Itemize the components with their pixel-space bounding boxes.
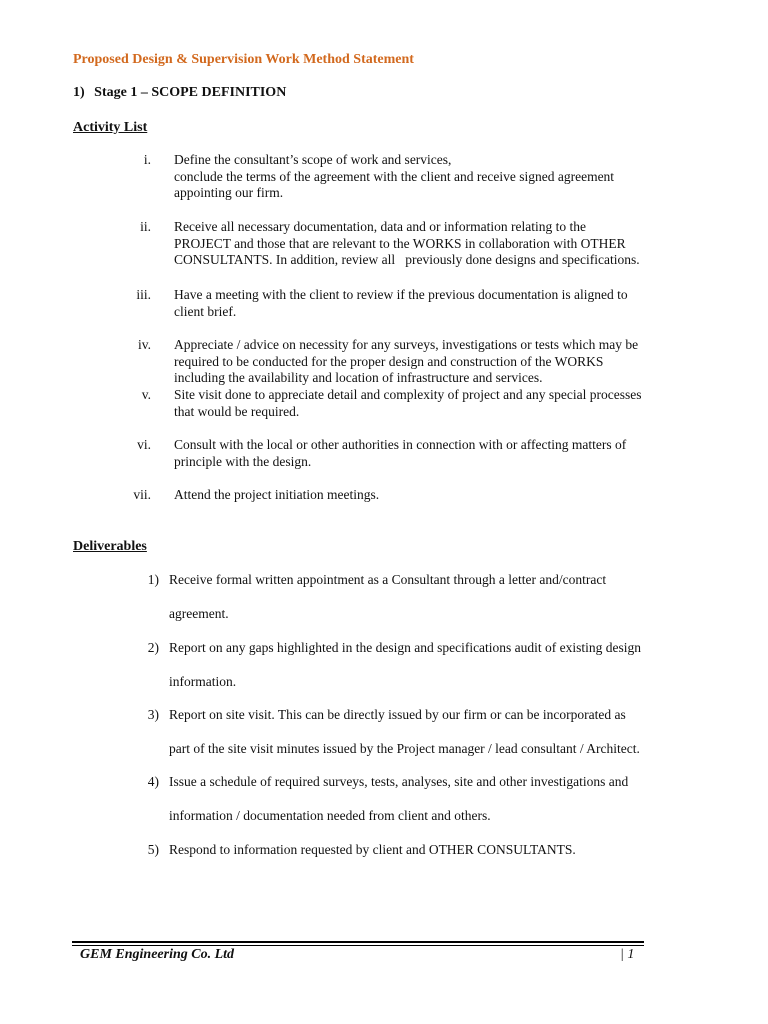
activity-numeral: ii. — [140, 219, 151, 234]
deliverable-item — [130, 563, 720, 630]
deliverable-item — [130, 765, 720, 832]
deliverable-number: 4) — [147, 774, 159, 789]
deliverable-number: 2) — [147, 640, 159, 655]
document-title: Proposed Design & Supervision Work Method Statement — [73, 52, 414, 67]
footer-company: GEM Engineering Co. Ltd — [80, 947, 235, 962]
activity-text: Consult with the local or other authorities in connection with or affecting matters of principle with the design. — [174, 437, 627, 469]
deliverable-item — [130, 698, 720, 765]
deliverable-text: Receive formal written appointment as a Consultant through a letter and/contract agreement. — [169, 572, 607, 621]
activity-text: Site visit done to appreciate detail and complexity of project and any special processes that would be required. — [174, 387, 642, 419]
deliverable-text: Issue a schedule of required surveys, tests, analyses, site and other investigations and information / documentation needed from client and others. — [169, 774, 629, 823]
activity-numeral: iv. — [138, 337, 151, 352]
activity-numeral: v. — [141, 387, 151, 402]
deliverable-number: 3) — [147, 707, 159, 722]
deliverable-text: Report on site visit. This can be directly issued by our firm or can be incorporated as part of the site visit minutes issued by the Project manager / lead consultant / Architect. — [169, 707, 640, 756]
activity-item — [100, 387, 710, 420]
activity-item — [100, 437, 710, 470]
activity-item — [100, 487, 710, 504]
deliverable-item — [130, 833, 720, 867]
stage-heading — [73, 85, 286, 101]
activity-item — [100, 337, 710, 387]
activity-item — [100, 219, 710, 269]
activity-text: Receive all necessary documentation, data and or information relating to the PROJECT and those that are relevant to the WORKS in collaboration with OTHER CONSULTANTS. In addition, review all previously done designs and specifications. — [174, 219, 640, 268]
activity-text: Have a meeting with the client to review if the previous documentation is aligned to client brief. — [174, 287, 628, 319]
footer-rule-thick — [72, 941, 644, 943]
activity-numeral: iii. — [136, 287, 151, 302]
footer-rule-thin — [72, 945, 644, 946]
activity-numeral: i. — [143, 152, 151, 167]
footer-page-number: | 1 — [620, 947, 635, 962]
deliverable-number: 5) — [147, 842, 159, 857]
deliverable-text: Report on any gaps highlighted in the design and specifications audit of existing design information. — [169, 640, 642, 689]
deliverables-heading: Deliverables — [73, 539, 147, 554]
stage-title: Stage 1 – SCOPE DEFINITION — [94, 85, 287, 100]
activity-text: Define the consultant’s scope of work and services, conclude the terms of the agreement with the client and receive signed agreement appointing our firm. — [174, 152, 615, 201]
activity-text: Appreciate / advice on necessity for any surveys, investigations or tests which may be required to be conducted for the proper design and construction of the WORKS including the availability and location of infrastructure and services. — [174, 337, 639, 386]
stage-number: 1) — [73, 85, 85, 100]
activity-numeral: vii. — [133, 487, 151, 502]
activity-numeral: vi. — [137, 437, 151, 452]
activity-item — [100, 152, 710, 202]
activity-text: Attend the project initiation meetings. — [174, 487, 380, 502]
activity-list-heading: Activity List — [73, 120, 148, 135]
deliverable-item — [130, 631, 720, 698]
deliverable-number: 1) — [147, 572, 159, 587]
activity-item — [100, 287, 710, 320]
deliverable-text: Respond to information requested by client and OTHER CONSULTANTS. — [169, 842, 576, 857]
